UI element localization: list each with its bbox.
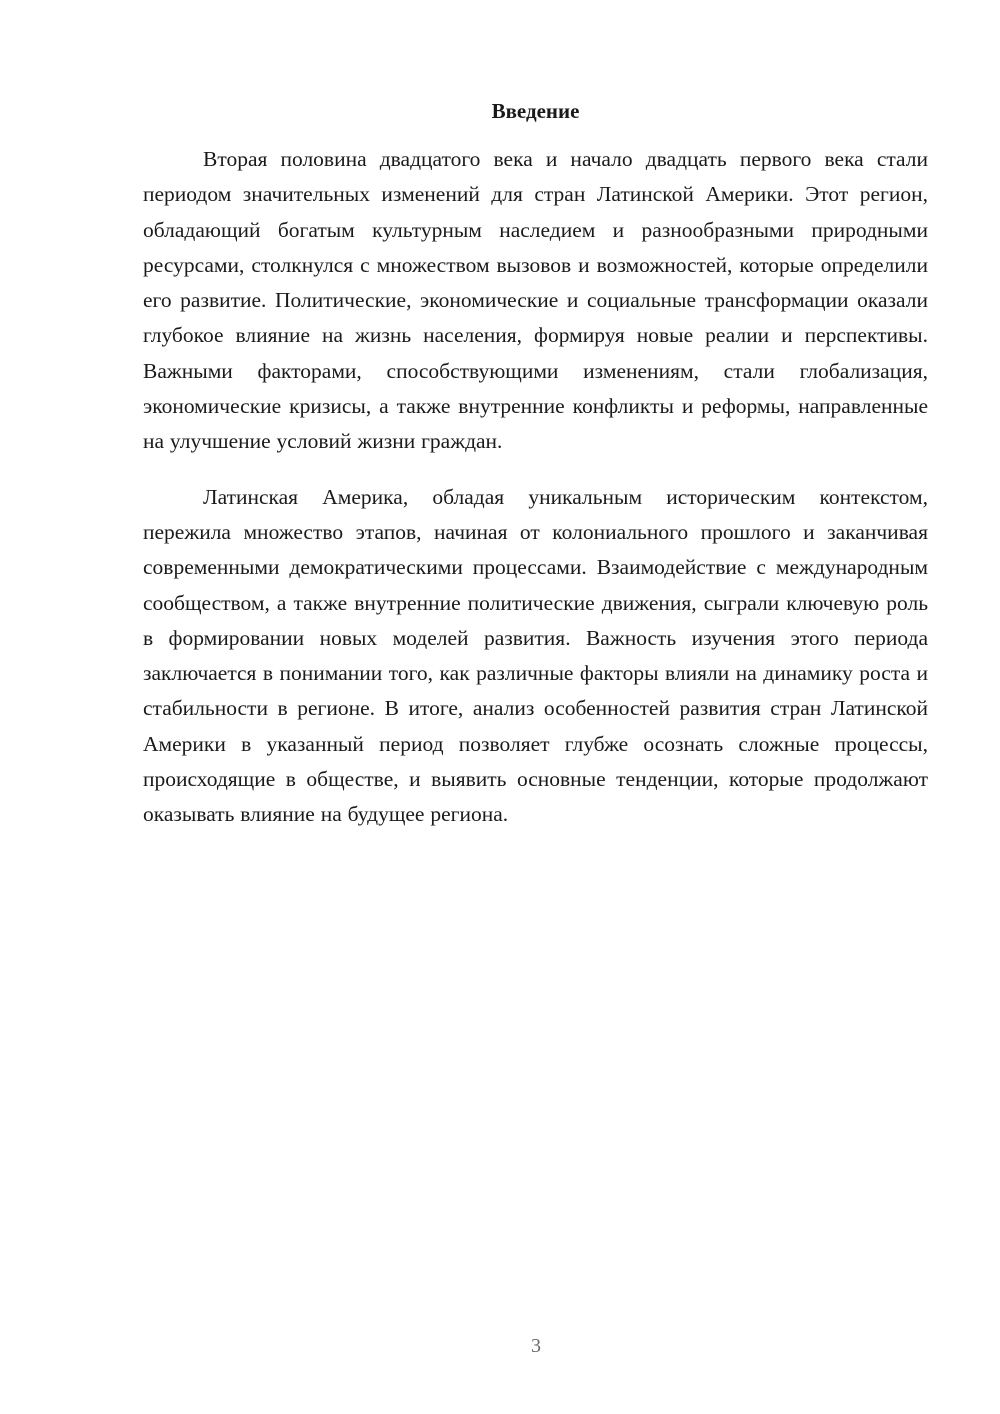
body-text xyxy=(143,142,928,833)
paragraph-1: Вторая половина двадцатого века и начало двадцать первого века стали периодом значительных изменений для стран Латинской Америки. Этот регион, обладающий богатым культурным наследием и разнообразными природными ресурсами, столкнулся с множеством вызовов и возможностей, которые определили его развитие. Политические, экономические и социальные трансформации оказали глубокое влияние на жизнь населения, формируя новые реалии и перспективы. Важными факторами, способствующими изменениям, стали глобализация, экономические кризисы, а также внутренние конфликты и реформы, направленные на улучшение условий жизни граждан. xyxy=(143,147,928,454)
page-number: 3 xyxy=(531,1335,541,1357)
paragraph-2: Латинская Америка, обладая уникальным историческим контекстом, пережила множество этапов, начиная от колониального прошлого и заканчивая современными демократическими процессами. Взаимодействие с международным сообществом, а также внутренние политические движения, сыграли ключевую роль в формировании новых моделей развития. Важность изучения этого периода заключается в понимании того, как различные факторы влияли на динамику роста и стабильности в регионе. В итоге, анализ особенностей развития стран Латинской Америки в указанный период позволяет глубже осознать сложные процессы, происходящие в обществе, и выявить основные тенденции, которые продолжают оказывать влияние на будущее региона. xyxy=(143,484,928,827)
section-heading: Введение xyxy=(491,99,580,123)
